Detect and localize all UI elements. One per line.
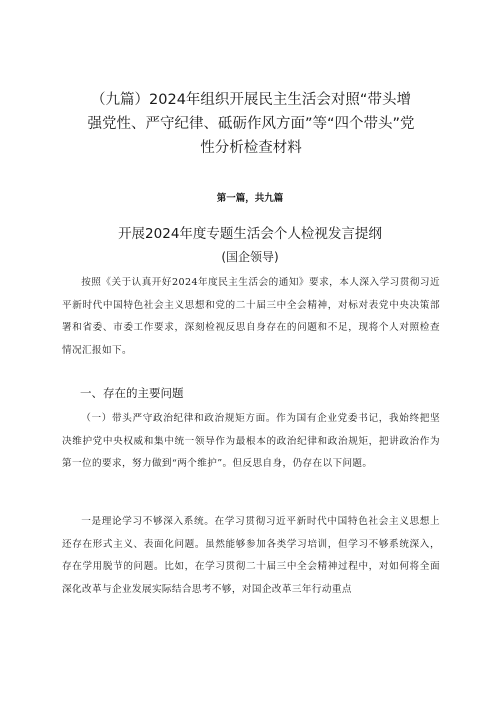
- section-heading: 开展2024年度专题生活会个人检视发言提纲: [118, 226, 382, 242]
- body-paragraph: （一）带头严守政治纪律和政治规矩方面。作为国有企业党委书记，我始终把坚决维护党中央权威和集中统一领导作为最根本的政治纪律和政治规矩，把讲政治作为第一位的要求，努力做到“两个维护”。但反思自身，仍存在以下问题。: [62, 413, 440, 470]
- section-title: 一、存在的主要问题: [80, 386, 184, 400]
- body-paragraph: 一是理论学习不够深入系统。在学习贯彻习近平新时代中国特色社会主义思想上还存在形式主义、表面化问题。虽然能够参加各类学习培训，但学习不够系统深入，存在学用脱节的问题。比如，在学习贯彻二十届三中全会精神过程中，对如何将全面深化改革与企业发展实际结合思考不够，对国企改革三年行动重点: [62, 516, 440, 595]
- document-title: （九篇）2024年组织开展民主生活会对照“带头增强党性、严守纪律、砥砺作风方面”等“四个带头”党性分析检查材料: [87, 92, 415, 156]
- section-subheading: (国企领导): [221, 250, 279, 264]
- part-label: 第一篇，共九篇: [216, 193, 284, 204]
- intro-paragraph: 按照《关于认真开好2024年度民主生活会的通知》要求，本人深入学习贯彻习近平新时代中国特色社会主义思想和党的二十届三中全会精神，对标对表党中央决策部署和省委、市委工作要求，深刻检视反思自身存在的问题和不足，现将个人对照检查情况汇报如下。: [62, 277, 440, 356]
